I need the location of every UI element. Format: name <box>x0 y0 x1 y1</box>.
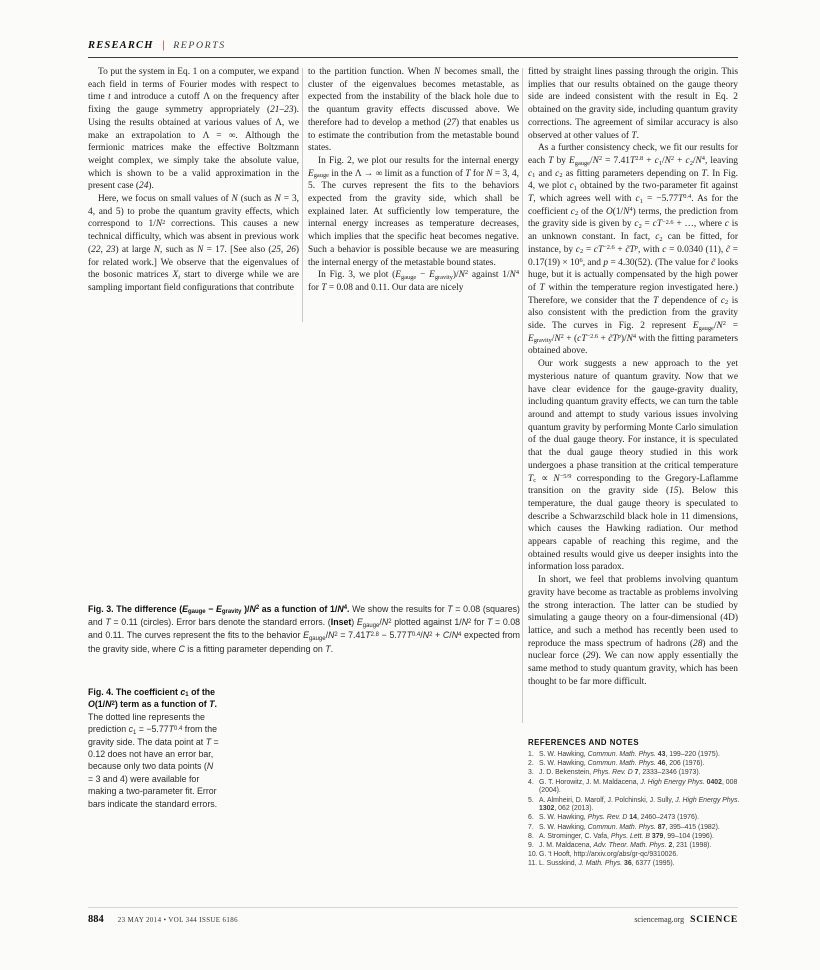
reference-item <box>528 833 742 842</box>
reference-text: S. W. Hawking, Commun. Math. Phys. 46, 206 (1976). <box>539 760 705 768</box>
reference-number: 3. <box>528 769 534 777</box>
references-heading: REFERENCES AND NOTES <box>528 738 640 747</box>
paragraph: to the partition function. When N becomes small, the cluster of the eigenvalues becomes metastable, as expected from the instability of the black hole due to the quantum gravity effects discussed above. We therefore had to develop a method (27) that enables us to estimate the contribution from the metastable bound states. <box>308 67 519 154</box>
reference-item <box>528 751 742 760</box>
page-number: 884 <box>88 914 104 925</box>
reference-number: 2. <box>528 760 534 768</box>
reference-item <box>528 760 742 769</box>
reference-text: G. T. Horowitz, J. M. Maldacena, J. High Energy Phys. 0402, 008 (2004). <box>539 778 738 795</box>
reference-item <box>528 797 742 814</box>
running-head-divider: | <box>162 40 165 51</box>
paragraph: In Fig. 2, we plot our results for the internal energy $E_{gauge}$ in the Λ → ∞ limit as a function of T for N = 3, 4, 5. The curves represent the fits to the behaviors expected from the gravity side, which shall be explained later. At sufficiently low temperature, the internal energy increases as temperature decreases, which implies that the specific heat becomes negative. Such a behavior is possible because we are measuring the internal energy of the metastable bound states. <box>308 155 519 268</box>
footer <box>88 914 738 925</box>
reference-text: S. W. Hawking, Commun. Math. Phys. 43, 199–220 (1975). <box>539 751 720 758</box>
figure4-caption: Fig. 4. The coefficient $c_1$ of the $O(1/N^2)$ term as a function of T. The dotted line represents the prediction $c_1 = -5.77T^{0.4}$ from the gravity side. The data point at T = 0.12 does not have an error bar, because only two data points (N = 3 and 4) were available for making a two-parameter fit. Error bars indicate the standard errors. <box>88 687 219 809</box>
references-section <box>528 738 742 870</box>
reference-text: S. W. Hawking, Commun. Math. Phys. 87, 395–415 (1982). <box>539 823 720 831</box>
reference-text: A. Strominger, C. Vafa, Phys. Lett. B 379, 99–104 (1996). <box>539 832 714 840</box>
reference-item <box>528 779 742 796</box>
journal-brand: SCIENCE <box>690 915 738 925</box>
paragraph: As a further consistency check, we fit our results for each T by $E_{gauge}/N^2 = 7.41T^{2.8} + c_1/N^2 + c_2/N^4$, leaving $c_1$ and $c_2$ as fitting parameters depending on T. In Fig. 4, we plot $c_1$ obtained by the two-parameter fit against T, which agrees well with $c_1 = -5.77T^{0.4}$. As for the coefficient $c_2$ of the $O(1/N^4)$ terms, the prediction from the gravity side is given by $c_2 = cT^{-2.6}$ + …, where c is an unknown constant. In fact, $c_2$ can be fitted, for instance, by $c_2 = cT^{-2.6}$ + $c̃T^p$, with c = 0.0340 (11), c̃ = $0.17(19) \times 10^6$, and p = 4.30(52). (The value for c̃ looks huge, but it is actually compensated by the high power of T within the temperature region investigated here.) Therefore, we consider that the T dependence of $c_2$ is also consistent with the prediction from the gravity side. The curves in Fig. 2 represent $E_{gauge}/N^2 = E_{gravity}/N^2 + (cT^{-2.6}$ + $c̃T^p)/N^4$ with the fitting parameters obtained above. <box>528 143 738 357</box>
figure3-caption: Fig. 3. The difference ($E_{gauge} - E_{gravity}$ )$/N^2$ as a function of $1/N^4$. We show the results for T = 0.08 (squares) and T = 0.11 (circles). Error bars denote the standard errors. (Inset) $E_{gauge}/N^2$ plotted against $1/N^2$ for T = 0.08 and 0.11. The curves represent the fits to the behavior $E_{gauge}/N^2 = 7.41T^{2.8} - 5.77T^{0.4}/N^2 + C/N^4$ expected from the gravity side, where C is a fitting parameter depending on T. <box>88 604 520 654</box>
header-rule <box>88 57 738 58</box>
reference-item <box>528 769 742 778</box>
paragraph: fitted by straight lines passing through the origin. This implies that our results obtained on the gauge theory side are indeed consistent with the result in Eq. 2 obtained on the gravity side, including quantum gravity corrections. The agreement of similar accuracy is also observed at other values of T. <box>528 67 738 141</box>
paragraph: Our work suggests a new approach to the yet mysterious nature of quantum gravity. Now that we have clear evidence for the gauge-gravity duality, including quantum gravity effects, we can turn the table around and attempt to study various issues involving quantum gravity by performing Monte Carlo simulation of the dual gauge theory. For instance, it is speculated that the dual gauge theory studied in this work undergoes a phase transition at the critical temperature $T_c \propto N^{-5/9}$ corresponding to the Gregory-Laflamme transition on the gravity side (15). Below this temperature, the dual gauge theory is speculated to describe a Schwarzschild black hole in 11 dimensions, which causes the Hawking radiation. Our method appears capable of reaching this regime, and the obtained results would give us deeper insights into the information loss paradox. <box>528 359 738 573</box>
footer-rule <box>88 907 738 908</box>
reference-number: 4. <box>528 778 534 786</box>
paragraph: To put the system in Eq. 1 on a computer, we expand each field in terms of Fourier modes with respect to time t and introduce a cutoff Λ on the frequency after fixing the gauge symmetry appropriately (21–23). Using the results obtained at various values of Λ, we make an extrapolation to Λ = ∞. Although the fermionic matrices make the effective Boltzmann weight complex, we simply take the absolute value, which is shown to be a valid approximation in the present case (24). <box>88 67 299 192</box>
paragraph: In short, we feel that problems involving quantum gravity have become as tractable as problems involving the strong interaction. The latter can be studied by simulating a gauge theory on a four-dimensional (4D) lattice, and such a method has recently been used to reproduce the mass spectrum of hadrons (28) and the nuclear force (29). We can now apply essentially the same method to study quantum gravity, which has been thought to be far more difficult. <box>528 575 738 687</box>
reference-item <box>528 860 742 869</box>
text-column-3 <box>528 66 738 730</box>
paragraph: In Fig. 3, we plot $(E_{gauge} - E_{gravity})/N^2$ against $1/N^4$ for T = 0.08 and 0.11. Our data are nicely <box>308 269 519 293</box>
reference-item <box>528 814 742 823</box>
reference-item <box>528 842 742 851</box>
running-head <box>88 40 738 51</box>
reference-text: S. W. Hawking, Phys. Rev. D 14, 2460–2473 (1976). <box>539 814 700 822</box>
reference-item-arxiv-link[interactable] <box>528 851 742 860</box>
column-divider-2 <box>522 68 523 723</box>
running-head-subsection: REPORTS <box>173 40 226 51</box>
reference-text: G. 't Hooft, http://arxiv.org/abs/gr-qc/9310026. <box>539 851 679 859</box>
reference-text: J. M. Maldacena, Adv. Theor. Math. Phys. 2, 231 (1998). <box>539 842 712 850</box>
text-column-2 <box>308 66 519 324</box>
reference-number: 10. <box>528 851 538 859</box>
reference-text: L. Susskind, J. Math. Phys. 36, 6377 (1995). <box>539 860 675 868</box>
running-head-section: RESEARCH <box>88 40 154 51</box>
reference-number: 9. <box>528 842 534 850</box>
reference-item <box>528 824 742 833</box>
issue-line: 23 MAY 2014 • VOL 344 ISSUE 6186 <box>117 917 238 924</box>
reference-number: 1. <box>528 751 534 758</box>
reference-number: 7. <box>528 823 534 831</box>
text-column-1 <box>88 66 299 324</box>
reference-number: 8. <box>528 832 534 840</box>
reference-number: 6. <box>528 814 534 822</box>
column-divider-1 <box>302 68 303 322</box>
paragraph: Here, we focus on small values of N (such as N = 3, 4, and 5) to probe the quantum gravity effects, which correspond to $1/N^2$ corrections. This causes a new technical difficulty, which was absent in previous work (22, 23) at large N, such as N = 17. [See also (25, 26) for related work.] We observe that the eigenvalues of the bosonic matrices $X_i$ start to diverge while we are sampling important field configurations that contribute <box>88 194 299 293</box>
reference-number: 5. <box>528 796 534 804</box>
reference-text: J. D. Bekenstein, Phys. Rev. D 7, 2333–2346 (1973). <box>539 769 701 777</box>
reference-number: 11. <box>528 860 538 868</box>
site-url: sciencemag.org <box>634 915 685 924</box>
reference-text: A. Almheiri, D. Marolf, J. Polchinski, J. Sully, J. High Energy Phys. 1302, 062 (2013). <box>539 796 740 813</box>
